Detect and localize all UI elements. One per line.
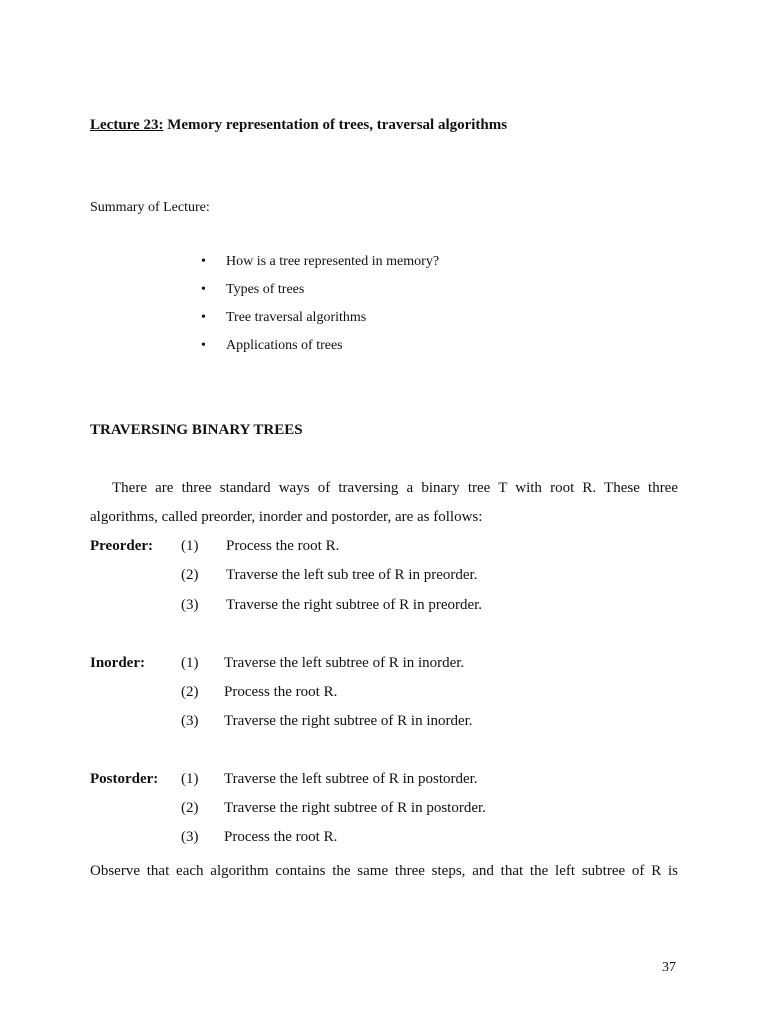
summary-label: Summary of Lecture: (90, 200, 210, 215)
step-number: (3) (181, 597, 199, 613)
page-number: 37 (662, 960, 676, 975)
step-text: Process the root R. (226, 538, 340, 554)
section-heading: TRAVERSING BINARY TREES (90, 422, 303, 438)
step-text: Traverse the right subtree of R in postorder. (224, 800, 486, 816)
step-text: Traverse the left subtree of R in inorder. (224, 655, 465, 671)
postorder-label: Postorder: (90, 771, 159, 787)
step-text: Traverse the right subtree of R in inorder. (224, 713, 473, 729)
intro-line-2: algorithms, called preorder, inorder and postorder, are as follows: (90, 509, 483, 525)
bullet-icon: • (201, 338, 206, 353)
step-number: (2) (181, 567, 199, 583)
bullet-icon: • (201, 310, 206, 325)
step-text: Process the root R. (224, 684, 338, 700)
lecture-title (90, 117, 507, 134)
step-number: (2) (181, 684, 199, 700)
summary-item (201, 338, 343, 354)
step-number: (3) (181, 829, 199, 845)
preorder-label: Preorder: (90, 538, 154, 554)
step-text: Traverse the left sub tree of R in preorder. (226, 567, 478, 583)
lecture-number: Lecture 23: (90, 117, 164, 133)
bullet-icon: • (201, 282, 206, 297)
summary-item-text: How is a tree represented in memory? (226, 254, 440, 269)
step-number: (1) (181, 655, 199, 671)
observation-text: Observe that each algorithm contains the same three steps, and that the left subtree of R is (90, 863, 678, 879)
step-number: (1) (181, 538, 199, 554)
step-number: (3) (181, 713, 199, 729)
step-number: (1) (181, 771, 199, 787)
summary-item (201, 310, 366, 326)
step-number: (2) (181, 800, 199, 816)
inorder-label: Inorder: (90, 655, 145, 671)
bullet-icon: • (201, 254, 206, 269)
step-text: Traverse the right subtree of R in preorder. (226, 597, 483, 613)
intro-line-1: There are three standard ways of traversing a binary tree T with root R. These three (112, 480, 678, 496)
step-text: Process the root R. (224, 829, 338, 845)
summary-item (201, 282, 304, 298)
lecture-topic: Memory representation of trees, traversal algorithms (167, 117, 508, 133)
summary-item (201, 254, 439, 270)
summary-item-text: Types of trees (226, 282, 305, 297)
step-text: Traverse the left subtree of R in postorder. (224, 771, 478, 787)
summary-item-text: Tree traversal algorithms (226, 310, 367, 325)
summary-item-text: Applications of trees (226, 338, 343, 353)
